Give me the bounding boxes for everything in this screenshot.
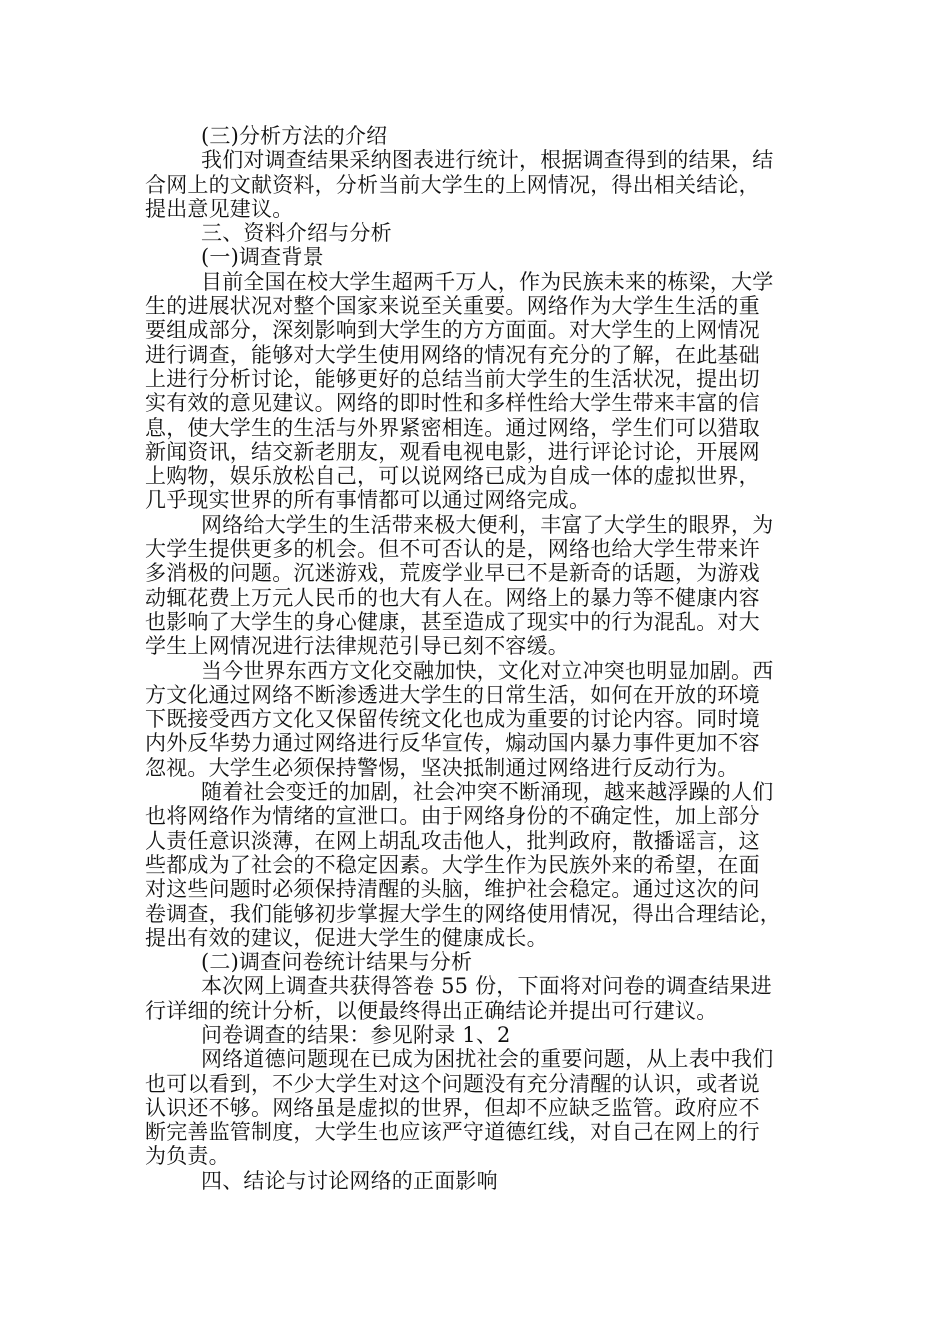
text-line: 下既接受西方文化又保留传统文化也成为重要的讨论内容。同时境 — [145, 707, 760, 732]
text-line: 些都成为了社会的不稳定因素。大学生作为民族外来的希望，在面 — [145, 852, 760, 877]
text-line: 对这些问题时必须保持清醒的头脑，维护社会稳定。通过这次的问 — [145, 877, 760, 902]
text-line: 目前全国在校大学生超两千万人，作为民族未来的栋梁，大学 — [201, 269, 774, 294]
text-line: 合网上的文献资料，分析当前大学生的上网情况，得出相关结论， — [145, 172, 760, 197]
text-line: 认识还不够。网络虽是虚拟的世界，但却不应缺乏监管。政府应不 — [145, 1095, 760, 1120]
text-line: 网络给大学生的生活带来极大便利，丰富了大学生的眼界，为 — [201, 512, 774, 537]
text-line: 也可以看到，不少大学生对这个问题没有充分清醒的认识，或者说 — [145, 1071, 760, 1096]
text-line: 新闻资讯，结交新老朋友，观看电视电影，进行评论讨论，开展网 — [145, 439, 760, 464]
text-line: 网络道德问题现在已成为困扰社会的重要问题，从上表中我们 — [201, 1047, 774, 1072]
text-line: 断完善监管制度，大学生也应该严守道德红线，对自己在网上的行 — [145, 1120, 760, 1145]
document-page — [145, 124, 813, 1193]
text-line: 几乎现实世界的所有事情都可以通过网络完成。 — [145, 488, 591, 513]
heading-section-three: 三、资料介绍与分析 — [201, 221, 392, 246]
text-line: 忽视。大学生必须保持警惕，坚决抵制通过网络进行反动行为。 — [145, 755, 739, 780]
text-line: 卷调查，我们能够初步掌握大学生的网络使用情况，得出合理结论， — [145, 901, 781, 926]
text-line: 提出意见建议。 — [145, 196, 294, 221]
heading-questionnaire-results: (二)调查问卷统计结果与分析 — [201, 950, 473, 975]
text-line: 本次网上调查共获得答卷 55 份，下面将对问卷的调查结果进 — [201, 974, 772, 999]
text-line: 进行调查，能够对大学生使用网络的情况有充分的了解，在此基础 — [145, 342, 760, 367]
text-line: 生的进展状况对整个国家来说至关重要。网络作为大学生生活的重 — [145, 294, 760, 319]
text-line: 上购物，娱乐放松自己，可以说网络已成为自成一体的虚拟世界， — [145, 464, 760, 489]
text-line: 人责任意识淡薄，在网上胡乱攻击他人，批判政府，散播谣言，这 — [145, 828, 760, 853]
text-line: 也影响了大学生的身心健康，甚至造成了现实中的行为混乱。对大 — [145, 609, 760, 634]
text-line: 息，使大学生的生活与外界紧密相连。通过网络，学生们可以猎取 — [145, 415, 760, 440]
text-line: 问卷调查的结果：参见附录 1、2 — [201, 1022, 511, 1047]
text-line: 为负责。 — [145, 1144, 230, 1169]
text-line: 随着社会变迁的加剧，社会冲突不断涌现，越来越浮躁的人们 — [201, 780, 774, 805]
text-line: 也将网络作为情绪的宣泄口。由于网络身份的不确定性，加上部分 — [145, 804, 760, 829]
text-line: 提出有效的建议，促进大学生的健康成长。 — [145, 925, 548, 950]
text-line: 要组成部分，深刻影响到大学生的方方面面。对大学生的上网情况 — [145, 318, 760, 343]
text-line: 学生上网情况进行法律规范引导已刻不容缓。 — [145, 634, 569, 659]
heading-analysis-method: (三)分析方法的介绍 — [201, 124, 388, 148]
text-line: 大学生提供更多的机会。但不可否认的是，网络也给大学生带来许 — [145, 537, 760, 562]
heading-survey-background: (一)调查背景 — [201, 245, 324, 270]
text-line: 当今世界东西方文化交融加快，文化对立冲突也明显加剧。西 — [201, 658, 774, 683]
text-line: 行详细的统计分析，以便最终得出正确结论并提出可行建议。 — [145, 998, 718, 1023]
text-line: 多消极的问题。沉迷游戏，荒废学业早已不是新奇的话题，为游戏 — [145, 561, 760, 586]
text-line: 实有效的意见建议。网络的即时性和多样性给大学生带来丰富的信 — [145, 391, 760, 416]
text-line: 方文化通过网络不断渗透进大学生的日常生活，如何在开放的环境 — [145, 682, 760, 707]
text-line: 动辄花费上万元人民币的也大有人在。网络上的暴力等不健康内容 — [145, 585, 760, 610]
heading-section-four: 四、结论与讨论网络的正面影响 — [201, 1168, 498, 1193]
text-line: 上进行分析讨论，能够更好的总结当前大学生的生活状况，提出切 — [145, 366, 760, 391]
text-line: 内外反华势力通过网络进行反华宣传，煽动国内暴力事件更加不容 — [145, 731, 760, 756]
text-line: 我们对调查结果采纳图表进行统计，根据调查得到的结果，结 — [201, 148, 774, 173]
